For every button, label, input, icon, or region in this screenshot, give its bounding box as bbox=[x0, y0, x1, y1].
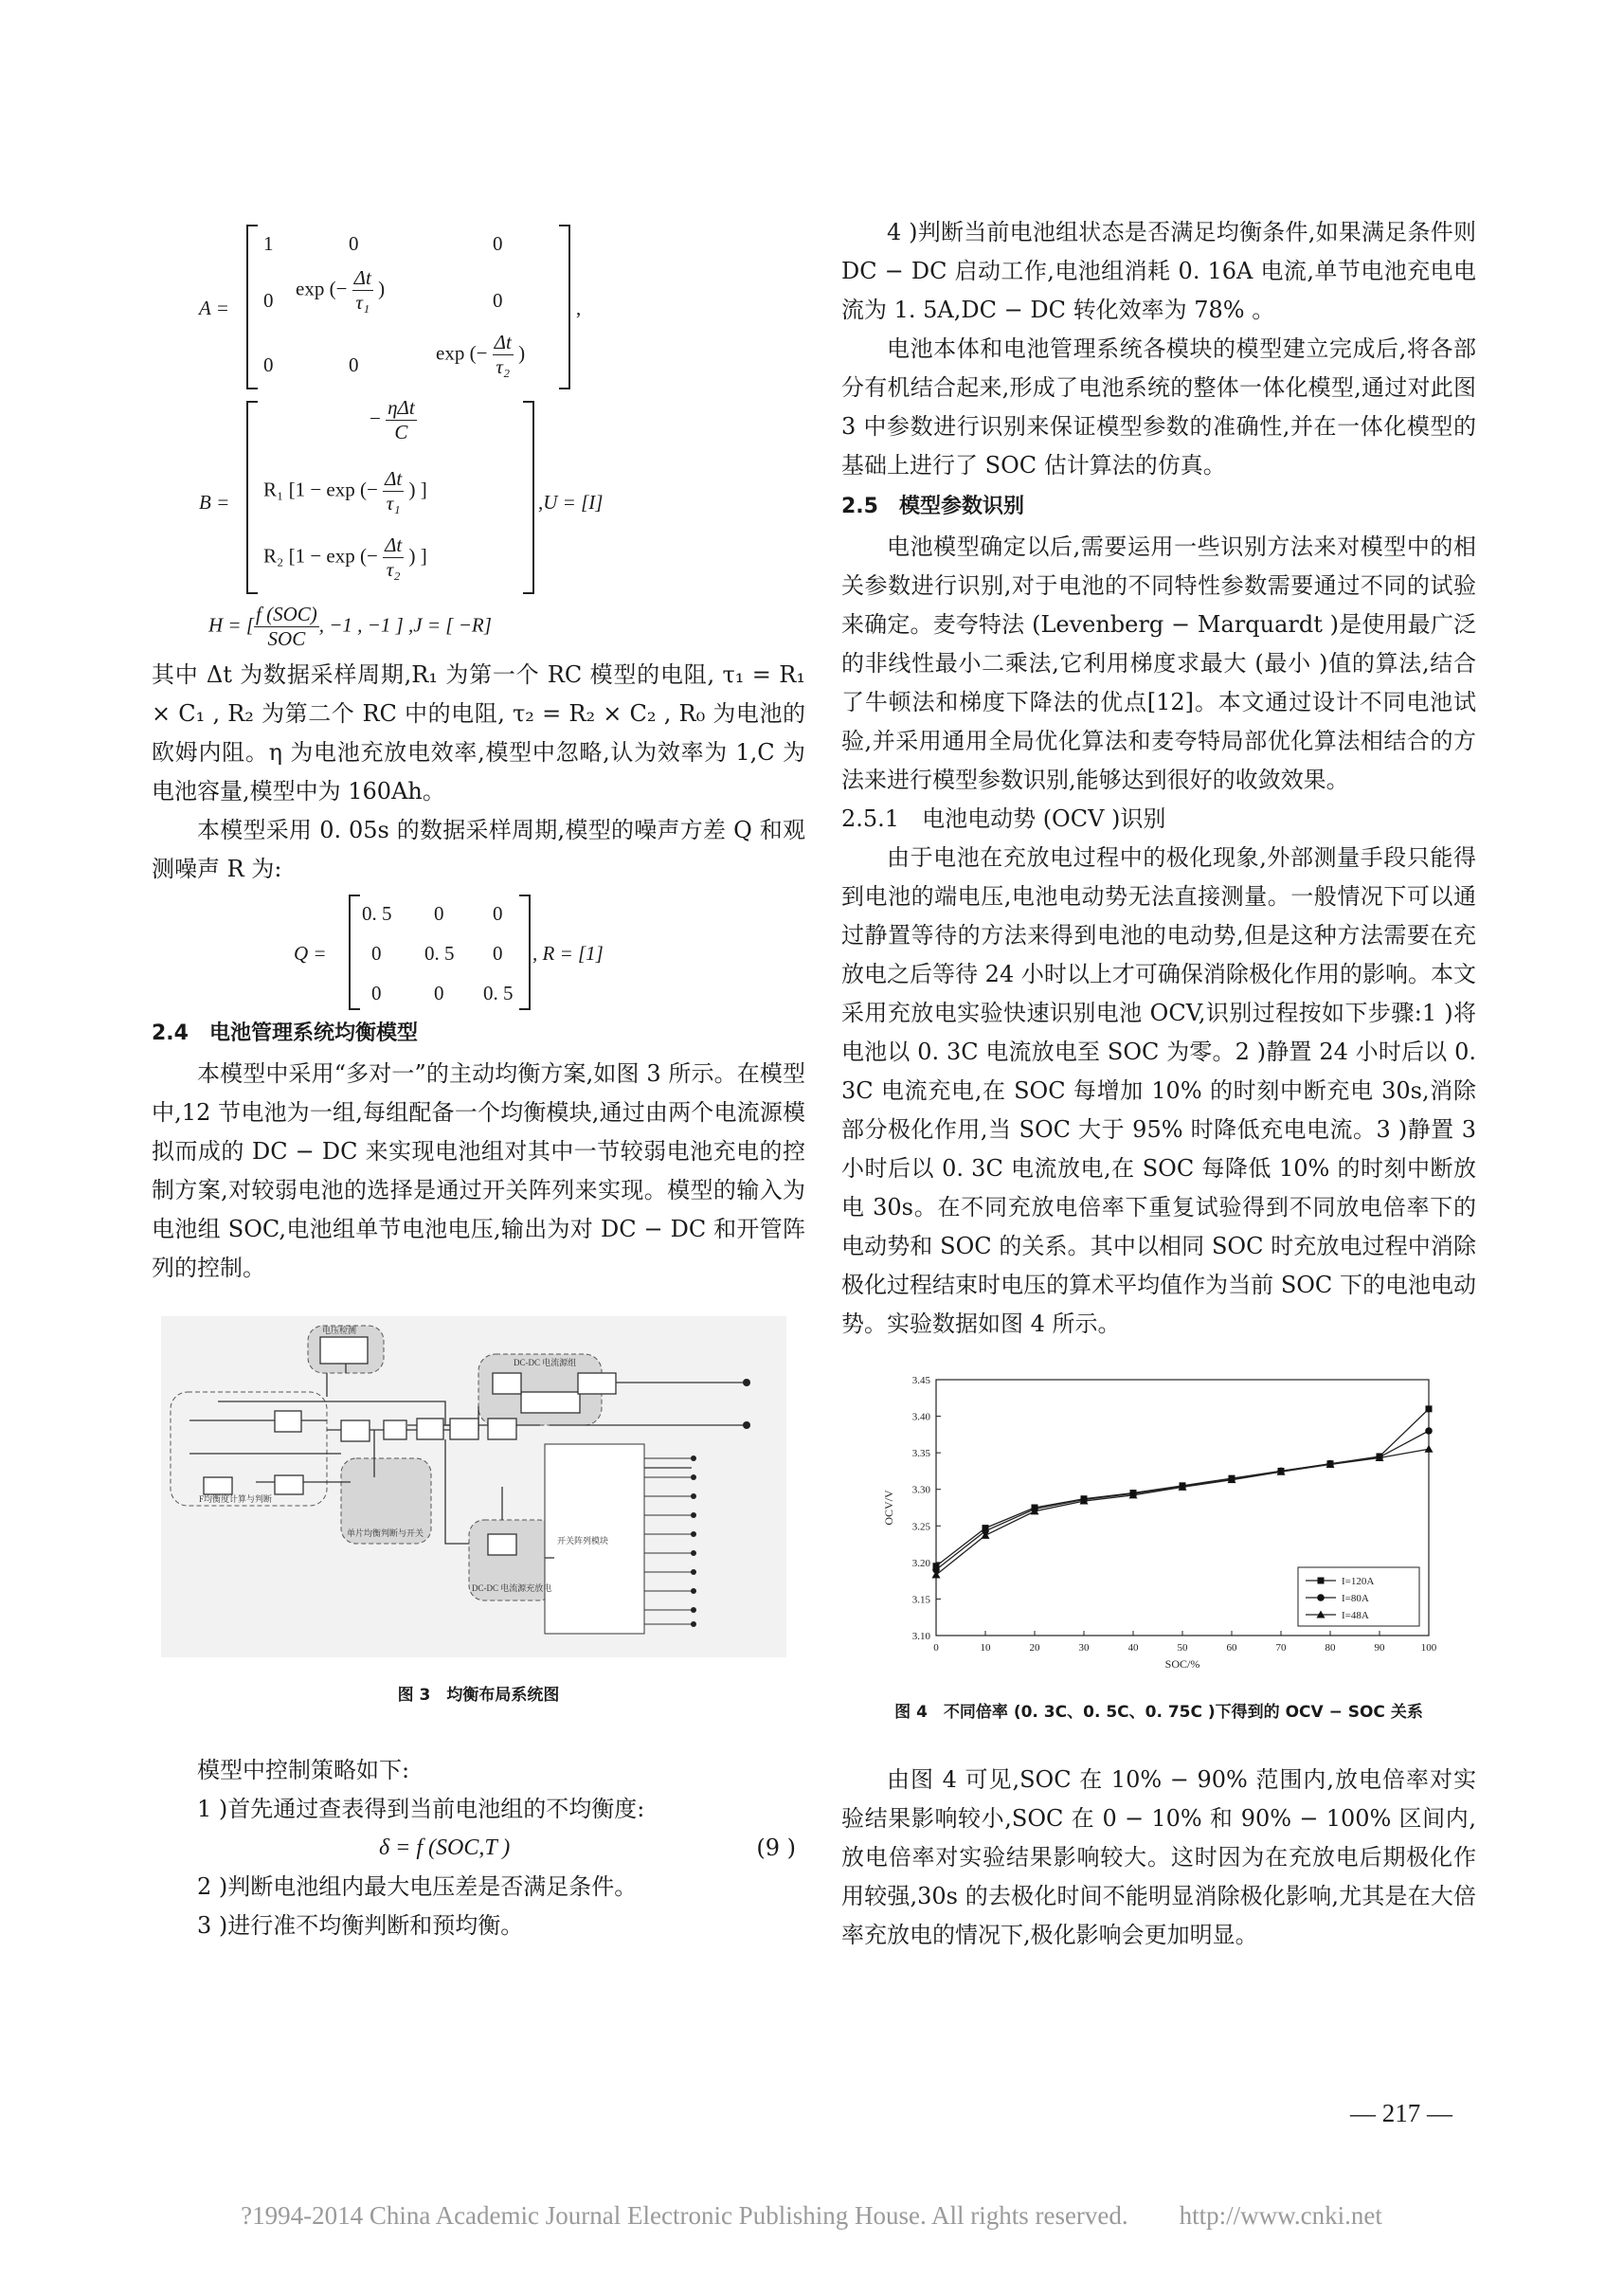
matrix-b-label: B = bbox=[199, 491, 230, 514]
chart-legend bbox=[1298, 1567, 1419, 1626]
matrix-a-cell: 0 bbox=[349, 232, 359, 255]
legend-label: I=80A bbox=[1342, 1593, 1369, 1604]
matrix-b-right-bracket bbox=[523, 401, 534, 594]
x-tick-label: 90 bbox=[1374, 1642, 1385, 1654]
diagram-label: DC-DC 电流源组 bbox=[514, 1358, 577, 1367]
matrix-b-left-bracket bbox=[246, 401, 258, 594]
right-column bbox=[841, 213, 1476, 1955]
ocv-soc-chart bbox=[860, 1361, 1448, 1683]
matrix-a-cell: 0 bbox=[263, 289, 274, 312]
numerator: Δt bbox=[494, 331, 512, 353]
denominator: τ₁ bbox=[355, 291, 370, 314]
section-heading-2-5-1: 2.5.1 电池电动势 (OCV )识别 bbox=[841, 805, 1166, 832]
equation-9-body: δ = f (SOC,T ) bbox=[379, 1835, 511, 1860]
matrix-a-cell: 0 bbox=[263, 353, 274, 376]
x-tick-label: 10 bbox=[980, 1642, 991, 1654]
expr-text: R₁ [1 − exp (− bbox=[263, 478, 378, 501]
paragraph-2-5: 电池模型确定以后,需要运用一些识别方法来对模型中的相关参数进行识别,对于电池的不同特性参数需要通过不同的试验来确定。麦夸特法 (Levenberg − Marquardt )是使用最广泛的非线性最小二乘法,它利用梯度求最大 (最小 )值的算法,结合了牛顿法和梯度下降法的优点[12]。本文通过设计不同电池试验,并采用通用全局优化算法和麦夸特局部优化算法相结合的方法来进行模型参数识别,能够达到很好的收敛效果。 bbox=[841, 533, 1476, 793]
fraction bbox=[254, 605, 319, 649]
numerator: Δt bbox=[385, 467, 403, 490]
expr-text: R₂ [1 − exp (− bbox=[263, 544, 378, 568]
chart-background bbox=[860, 1361, 1448, 1683]
h-equation bbox=[208, 605, 492, 649]
expr-close: ) ] bbox=[408, 544, 427, 568]
matrix-q-cell: 0 bbox=[434, 982, 444, 1004]
left-column bbox=[152, 213, 805, 1945]
diagram-label: 开关阵列模块 bbox=[557, 1536, 609, 1546]
strategy-step-1: 1 )首先通过查表得到当前电池组的不均衡度: bbox=[197, 1796, 645, 1822]
minus-sign: − bbox=[370, 407, 381, 430]
paragraph-strategy: 模型中控制策略如下: bbox=[197, 1757, 410, 1783]
paren: ) bbox=[378, 277, 386, 300]
equation-9 bbox=[152, 1829, 805, 1868]
matrix-q-cell: 0. 5 bbox=[362, 902, 392, 925]
numerator: f (SOC) bbox=[256, 603, 317, 625]
matrix-q-cell: 0 bbox=[493, 902, 503, 925]
matrix-q-cell: 0 bbox=[371, 982, 382, 1004]
matrix-a-cell: 0 bbox=[349, 353, 359, 376]
matrix-b bbox=[152, 393, 805, 597]
data-point bbox=[1425, 1427, 1433, 1435]
numerator: Δt bbox=[385, 533, 403, 556]
matrix-q-cell: 0 bbox=[493, 942, 503, 965]
figure-4 bbox=[841, 1361, 1476, 1688]
denominator: τ₂ bbox=[496, 355, 511, 378]
figure-3-caption: 图 3 均衡布局系统图 bbox=[397, 1686, 560, 1705]
y-tick-label: 3.20 bbox=[911, 1557, 930, 1569]
matrix-q-right-bracket bbox=[519, 895, 531, 1010]
exp-text: exp (− bbox=[436, 341, 488, 365]
numerator: ηΔt bbox=[388, 396, 415, 419]
data-point bbox=[1317, 1594, 1325, 1601]
page-number: — 217 — bbox=[1350, 2099, 1452, 2127]
paren: ) bbox=[518, 341, 526, 365]
fraction bbox=[493, 333, 514, 377]
h-suffix: , −1 , −1 ] ,J = [ −R] bbox=[318, 613, 492, 637]
paragraph-where: 其中 Δt 为数据采样周期,R₁ 为第一个 RC 模型的电阻, τ₁ = R₁ × C₁ , R₂ 为第二个 RC 中的电阻, τ₂ = R₂ × C₂ , R₀ 为电池的欧姆内阻。η 为电池充放电效率,模型中忽略,认为效率为 1,C 为电池容量,模型中为 160Ah。 bbox=[152, 661, 805, 805]
diagram-background bbox=[161, 1316, 786, 1657]
matrix-a-label: A = bbox=[199, 297, 229, 319]
matrix-a bbox=[152, 213, 805, 393]
matrix-q-label: Q = bbox=[294, 942, 327, 965]
x-axis-label: SOC/% bbox=[1164, 1657, 1200, 1671]
diagram-label: 电压检测 bbox=[322, 1326, 357, 1335]
x-tick-label: 40 bbox=[1127, 1642, 1139, 1654]
r-definition: , R = [1] bbox=[532, 942, 604, 965]
section-heading-2-4: 2.4 电池管理系统均衡模型 bbox=[152, 1021, 418, 1045]
diagram-label: DC-DC 电流源充放电 bbox=[472, 1583, 552, 1593]
matrix-q-cell: 0. 5 bbox=[483, 982, 514, 1004]
paragraph-noise: 本模型采用 0. 05s 的数据采样周期,模型的噪声方差 Q 和观测噪声 R 为: bbox=[152, 817, 805, 882]
equation-9-number: (9 ) bbox=[756, 1835, 796, 1861]
balance-layout-diagram bbox=[161, 1316, 786, 1657]
x-tick-label: 70 bbox=[1275, 1642, 1287, 1654]
denominator: τ₂ bbox=[386, 558, 401, 581]
denominator: C bbox=[394, 421, 408, 443]
matrix-a-cell: 0 bbox=[493, 289, 503, 312]
matrix-a-cell: 1 bbox=[263, 232, 274, 255]
matrix-q-cell: 0 bbox=[434, 902, 444, 925]
diagram-label: 单片均衡判断与开关 bbox=[347, 1528, 424, 1538]
strategy-step-3: 3 )进行准不均衡判断和预均衡。 bbox=[197, 1912, 524, 1939]
y-axis-label: OCV/V bbox=[882, 1490, 895, 1526]
matrix-q bbox=[152, 889, 805, 1012]
matrix-a-exp-tau1 bbox=[296, 268, 385, 313]
matrix-b-row3 bbox=[263, 535, 427, 580]
diagram-label: F均衡度计算与判断 bbox=[199, 1494, 273, 1504]
u-definition: ,U = [I] bbox=[538, 491, 604, 514]
matrix-a-left-bracket bbox=[246, 225, 258, 389]
paragraph-figure-4: 由图 4 可见,SOC 在 10% − 90% 范围内,放电倍率对实验结果影响较小,SOC 在 0 − 10% 和 90% − 100% 区间内,放电倍率对实验结果影响较大。这时因为在充放电后期极化作用较强,30s 的去极化时间不能明显消除极化影响,尤其是在大倍率充放电的情况下,极化影响会更加明显。 bbox=[841, 1766, 1476, 1948]
matrix-a-exp-tau2 bbox=[436, 333, 525, 377]
y-tick-label: 3.40 bbox=[911, 1411, 930, 1423]
figure-4-caption: 图 4 不同倍率 (0. 3C、0. 5C、0. 75C )下得到的 OCV − SOC 关系 bbox=[894, 1703, 1423, 1722]
data-point bbox=[1318, 1578, 1325, 1584]
matrix-a-cell: 0 bbox=[493, 232, 503, 255]
x-tick-label: 20 bbox=[1029, 1642, 1040, 1654]
fraction bbox=[386, 398, 417, 443]
figure-3 bbox=[152, 1307, 805, 1676]
y-tick-label: 3.25 bbox=[911, 1521, 930, 1533]
denominator: τ₁ bbox=[386, 492, 401, 515]
matrix-b-row2 bbox=[263, 469, 427, 514]
h-prefix: H = [ bbox=[208, 613, 255, 637]
denominator: SOC bbox=[267, 627, 306, 650]
strategy-step-2: 2 )判断电池组内最大电压差是否满足条件。 bbox=[197, 1873, 638, 1900]
fraction bbox=[383, 535, 404, 580]
legend-label: I=48A bbox=[1342, 1610, 1369, 1621]
paragraph-2-4: 本模型中采用“多对一”的主动均衡方案,如图 3 所示。在模型中,12 节电池为一组,每组配备一个均衡模块,通过由两个电流源模拟而成的 DC − DC 来实现电池组对其中一节较弱电池充电的控制方案,对较弱电池的选择是通过开关阵列来实现。模型的输入为电池组 SOC,电池组单节电池电压,输出为对 DC − DC 和开管阵列的控制。 bbox=[152, 1060, 805, 1281]
matrix-q-cell: 0 bbox=[371, 942, 382, 965]
numerator: Δt bbox=[353, 266, 371, 289]
paragraph-integrate: 电池本体和电池管理系统各模块的模型建立完成后,将各部分有机结合起来,形成了电池系统的整体一体化模型,通过对此图 3 中参数进行识别来保证模型参数的准确性,并在一体化模型的基础上进行了 SOC 估计算法的仿真。 bbox=[841, 335, 1476, 479]
x-tick-label: 30 bbox=[1078, 1642, 1090, 1654]
matrix-q-cell: 0. 5 bbox=[424, 942, 455, 965]
x-tick-label: 80 bbox=[1325, 1642, 1336, 1654]
y-tick-label: 3.30 bbox=[911, 1484, 930, 1496]
matrix-q-left-bracket bbox=[349, 895, 360, 1010]
expr-close: ) ] bbox=[408, 478, 427, 501]
exp-text: exp (− bbox=[296, 277, 348, 300]
legend-label: I=120A bbox=[1342, 1576, 1375, 1587]
y-tick-label: 3.15 bbox=[911, 1594, 930, 1606]
x-tick-label: 0 bbox=[933, 1642, 939, 1654]
x-tick-label: 60 bbox=[1226, 1642, 1237, 1654]
data-point bbox=[1426, 1405, 1433, 1412]
x-tick-label: 50 bbox=[1177, 1642, 1188, 1654]
strategy-step-4: 4 )判断当前电池组状态是否满足均衡条件,如果满足条件则 DC − DC 启动工作,电池组消耗 0. 16A 电流,单节电池充电电流为 1. 5A,DC − DC 转化效率为 78% 。 bbox=[841, 219, 1476, 323]
h-j-equation bbox=[152, 597, 805, 656]
matrix-b-row1 bbox=[370, 398, 417, 443]
x-tick-label: 100 bbox=[1420, 1642, 1437, 1654]
fraction bbox=[352, 268, 373, 313]
y-tick-label: 3.35 bbox=[911, 1448, 930, 1460]
section-heading-2-5: 2.5 模型参数识别 bbox=[841, 495, 1024, 518]
y-tick-label: 3.45 bbox=[911, 1375, 930, 1386]
matrix-a-right-bracket bbox=[559, 225, 570, 389]
y-tick-label: 3.10 bbox=[911, 1631, 930, 1642]
paragraph-2-5-1: 由于电池在充放电过程中的极化现象,外部测量手段只能得到电池的端电压,电池电动势无法直接测量。一般情况下可以通过静置等待的方法来得到电池的电动势,但是这种方法需要在充放电之后等待 24 小时以上才可确保消除极化作用的影响。本文采用充放电实验快速识别电池 OCV,识别过程按如下步骤:1 )将电池以 0. 3C 电流放电至 SOC 为零。2 )静置 24 小时后以 0. 3C 电流充电,在 SOC 每增加 10% 的时刻中断充电 30s,消除部分极化作用,当 SOC 大于 95% 时降低充电电流。3 )静置 3 小时后以 0. 3C 电流放电,在 SOC 每降低 10% 的时刻中断放电 30s。在不同充放电倍率下重复试验得到不同放电倍率下的电动势和 SOC 的关系。其中以相同 SOC 时充放电过程中消除极化过程结束时电压的算术平均值作为当前 SOC 下的电池电动势。实验数据如图 4 所示。 bbox=[841, 844, 1476, 1337]
copyright-footer: ?1994-2014 China Academic Journal Electronic Publishing House. All rights reserved. http://www.cnki.net bbox=[241, 2201, 1382, 2230]
fraction bbox=[383, 469, 404, 514]
matrix-a-comma: , bbox=[576, 297, 582, 319]
